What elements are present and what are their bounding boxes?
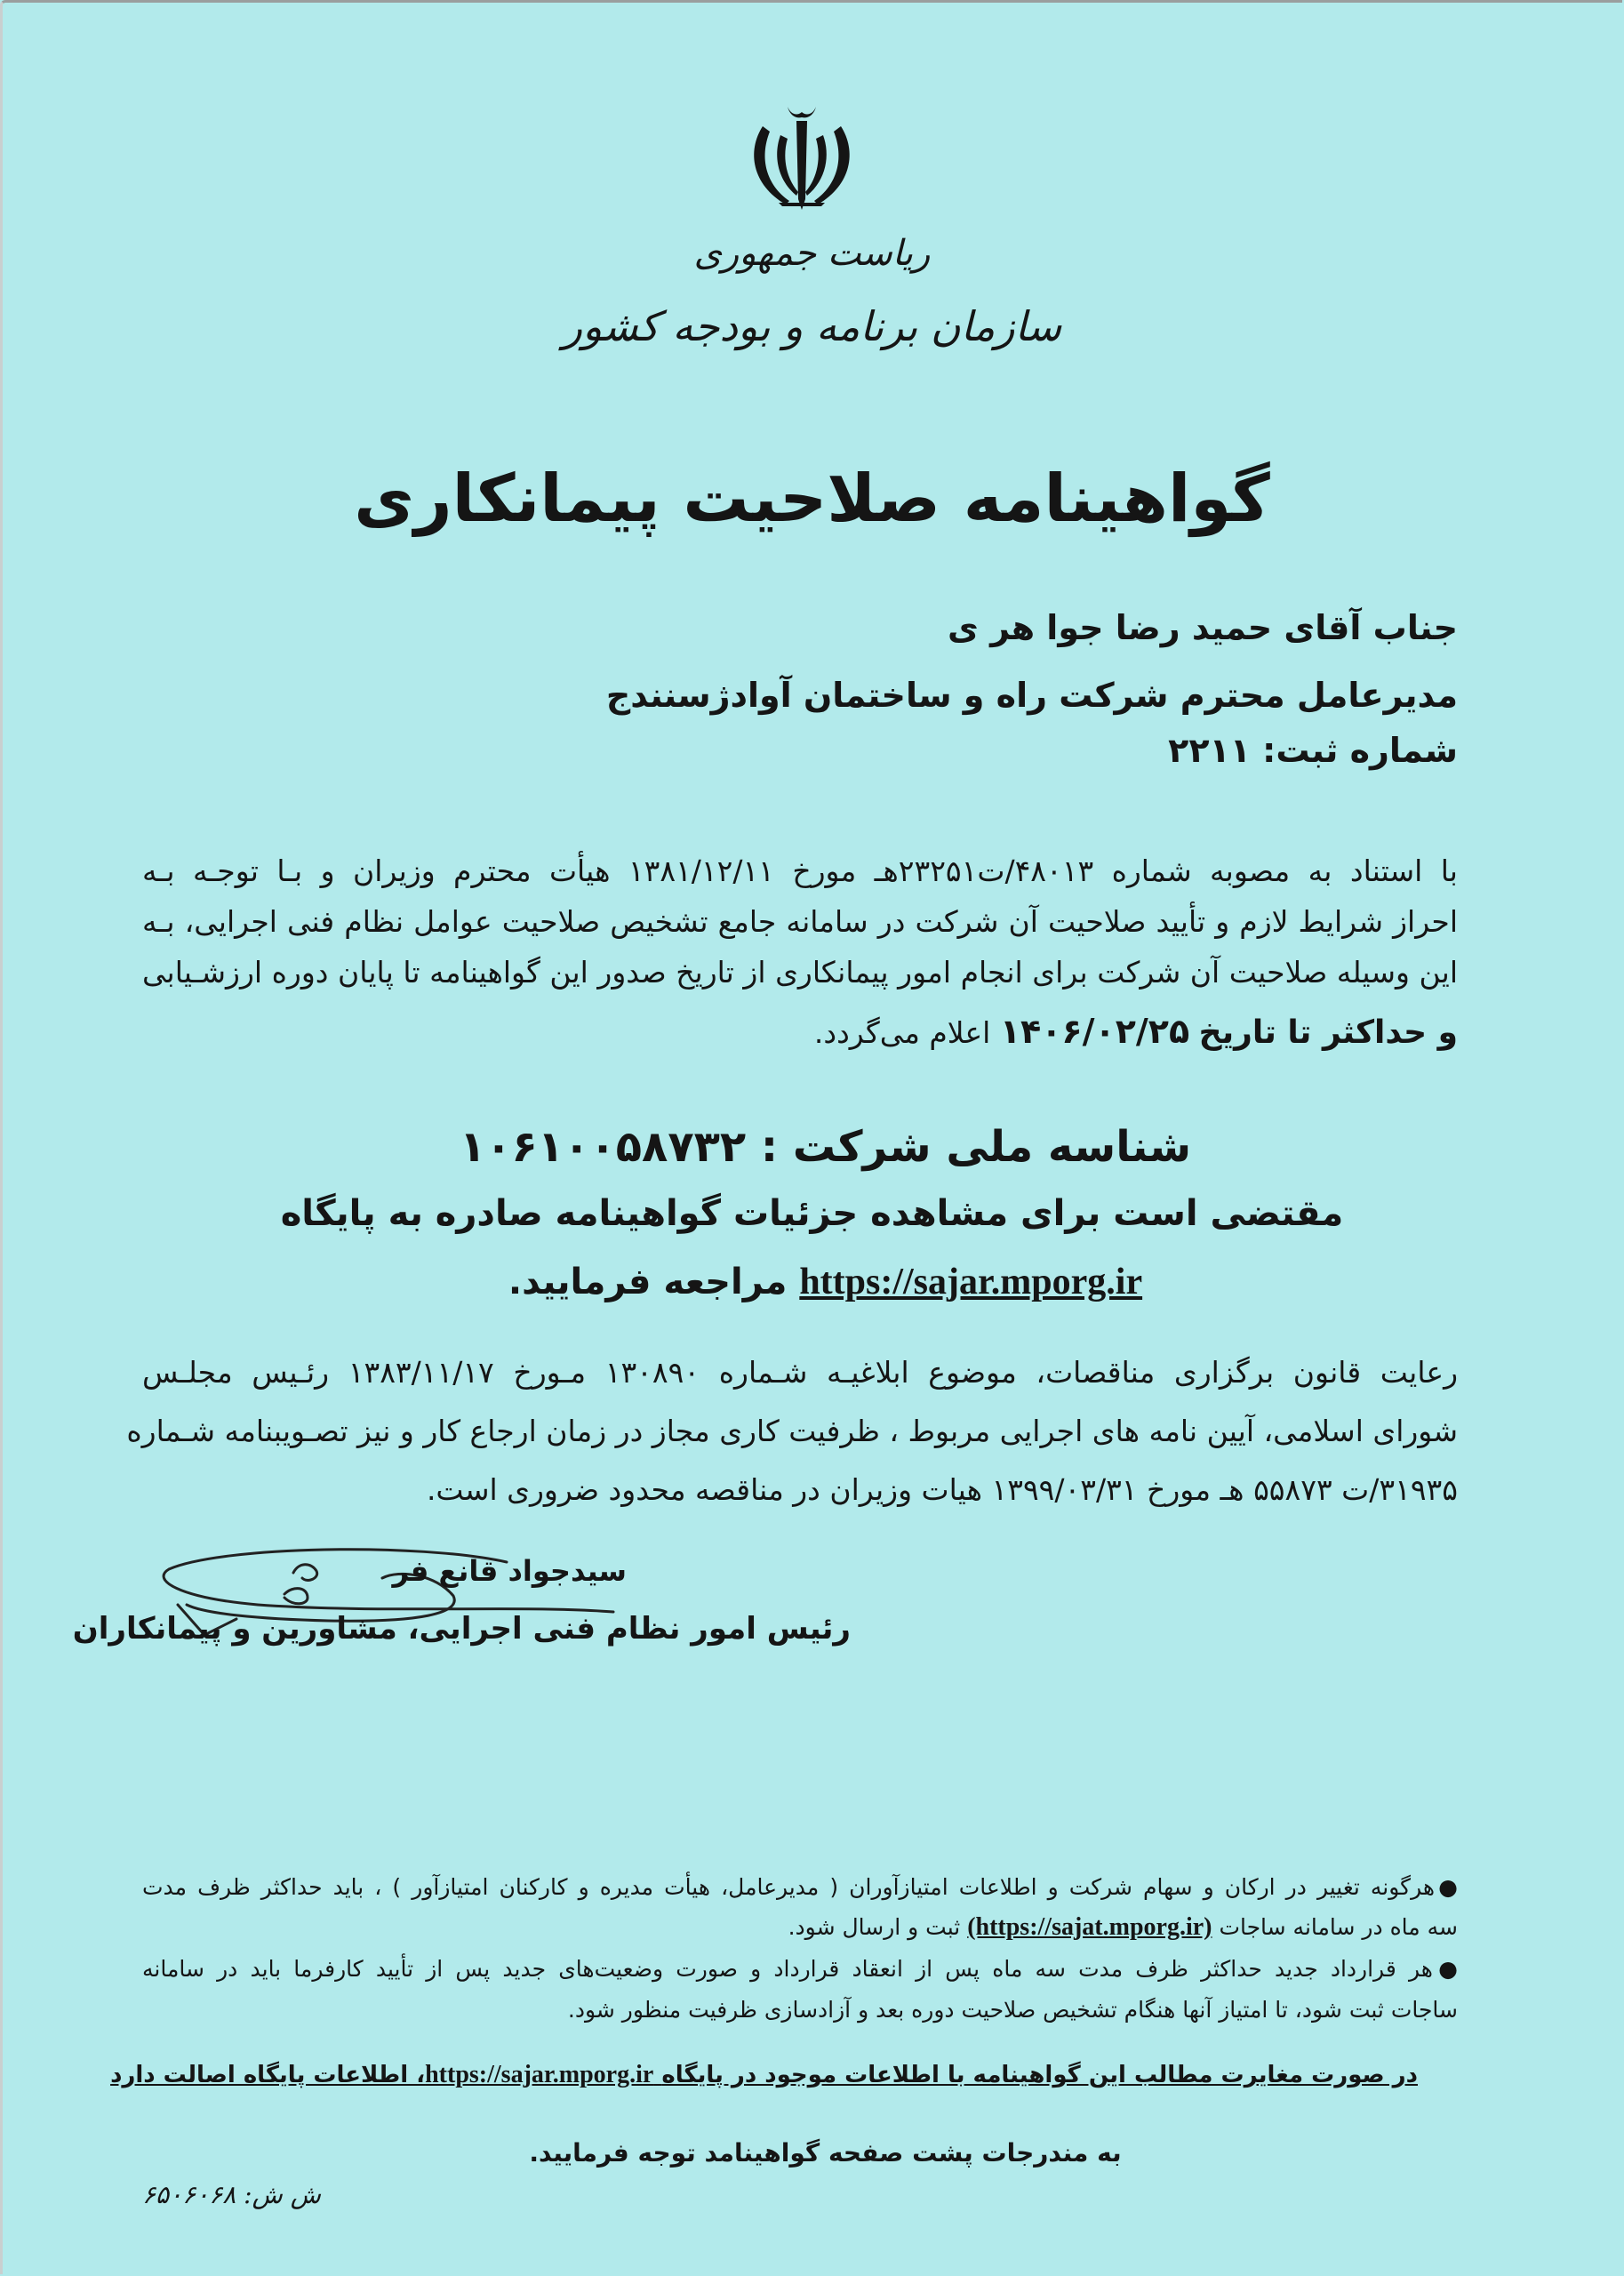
signatory-title: رئیس امور نظام فنی اجرایی، مشاورین و پیمانکاران (72, 1611, 851, 1647)
addressee-name: جناب آقای حمید رضا جوا هر ی (948, 608, 1458, 647)
iran-emblem-icon (743, 100, 860, 217)
national-id-label: شناسه ملی شرکت : (760, 1122, 1192, 1172)
notice-prefix: در صورت مغایرت مطالب این گواهینامه با اطلاعات موجود در پایگاه (661, 2062, 1418, 2088)
serial-number: ش ش: ۶۵۰۶۰۶۸ (142, 2180, 321, 2209)
registration-number: شماره ثبت: ۲۲۱۱ (1168, 731, 1458, 770)
note-item-continuation: ساجات ثبت شود، تا امتیاز آنها هنگام تشخیص صلاحیت دوره بعد و آزادسازی ظرفیت منظور شود. (567, 1997, 1458, 2023)
portal-link-line (0, 1261, 1624, 1303)
notice-sajar-link[interactable]: https://sajar.mporg.ir (425, 2061, 654, 2088)
paragraph1-line: با استناد به مصوبه شماره ۴۸۰۱۳/ت۲۳۲۵۱هـ مورخ ۱۳۸۱/۱۲/۱۱ هیأت محترم وزیران و بـا توجـه بـه (142, 854, 1458, 888)
note-suffix: ثبت و ارسال شود. (788, 1914, 961, 1940)
header-presidency: ریاست جمهوری (693, 233, 931, 274)
paragraph1-line: احراز شرایط لازم و تأیید صلاحیت آن شرکت در سامانه جامع تشخیص صلاحیت عوامل نظام فنی اجرایی، بـه (142, 904, 1458, 939)
validity-suffix: اعلام می‌گردد. (813, 1015, 991, 1050)
paragraph1-last-line (814, 1012, 1458, 1051)
sajat-portal-link[interactable]: (https://sajat.mporg.ir) (967, 1913, 1212, 1941)
note-item-continuation (788, 1913, 1458, 1942)
authenticity-notice (110, 2061, 1418, 2089)
note-item: ●هر قرارداد جدید حداکثر ظرف مدت سه ماه پس از انعقاد قرارداد و صورت وضعیت‌های جدید پس از تأیید کارفرما باید در سامانه (142, 1956, 1458, 1982)
validity-prefix: و حداکثر تا تاریخ (1198, 1014, 1458, 1051)
national-id-line (0, 1122, 1624, 1172)
paragraph2-line: رعایت قانون برگزاری مناقصات، موضوع ابلاغیـه شـماره ۱۳۰۸۹۰ مـورخ ۱۳۸۳/۱۱/۱۷ رئـیس مجلـس (142, 1355, 1459, 1390)
notice-suffix: ، اطلاعات پایگاه اصالت دارد (110, 2062, 426, 2088)
page-title: گواهینامه صلاحیت پیمانکاری (354, 461, 1270, 537)
signatory-name: سیدجواد قانع فر (392, 1554, 627, 1588)
paragraph2-last-line: ۳۱۹۳۵/ت ۵۵۸۷۳ هـ مورخ ۱۳۹۹/۰۳/۳۱ هیات وزیران در مناقصه محدود ضروری است. (426, 1472, 1458, 1507)
back-page-notice: به مندرجات پشت صفحه گواهینامد توجه فرمایید. (529, 2138, 1122, 2168)
validity-date: ۱۴۰۶/۰۲/۲۵ (999, 1012, 1190, 1051)
sajar-portal-link[interactable]: https://sajar.mporg.ir (799, 1262, 1143, 1302)
portal-suffix: مراجعه فرمایید. (508, 1262, 788, 1302)
note-item: ●هرگونه تغییر در ارکان و سهام شرکت و اطلاعات امتیازآوران ( مدیرعامل، هیأت مدیره و کارکنان امتیازآور ) ، باید حداکثر ظرف مدت (142, 1874, 1458, 1900)
portal-instruction: مقتضی است برای مشاهده جزئیات گواهینامه صادره به پایگاه (280, 1193, 1344, 1234)
addressee-role: مدیرعامل محترم شرکت راه و ساختمان آوادژسنندج (605, 676, 1458, 715)
note-prefix: سه ماه در سامانه ساجات (1219, 1914, 1458, 1940)
paragraph1-line: این وسیله صلاحیت آن شرکت برای انجام امور پیمانکاری از تاریخ صدور این گواهینامه تا پایان دوره ارزشـیابی (142, 955, 1458, 990)
header-organization: سازمان برنامه و بودجه کشور (562, 302, 1062, 350)
paragraph2-line: شورای اسلامی، آیین نامه های اجرایی مربوط ، ظرفیت کاری مجاز در زمان ارجاع کار و نیز تصـویبنامه شـماره (126, 1414, 1458, 1448)
national-id-value: ۱۰۶۱۰۰۵۸۷۳۲ (459, 1122, 747, 1172)
